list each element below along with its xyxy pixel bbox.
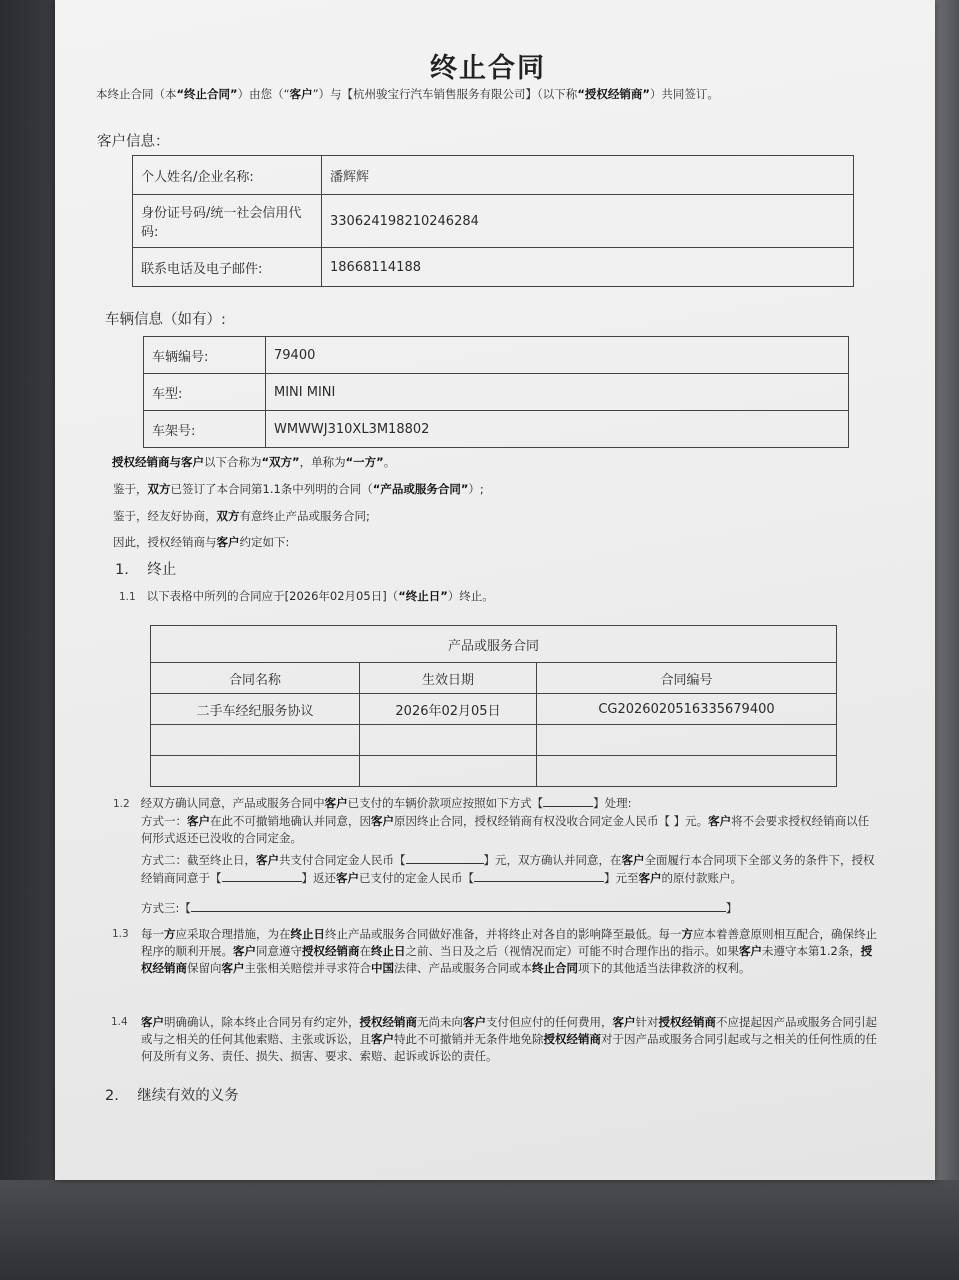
vehicle-model-label: 车型: — [144, 374, 266, 411]
table-row — [133, 248, 854, 287]
table-row — [144, 337, 849, 374]
customer-name-label: 个人姓名/企业名称: — [133, 156, 322, 195]
cell-empty — [537, 756, 837, 787]
background-desk — [0, 1180, 959, 1280]
vehicle-table — [143, 336, 849, 448]
clause-1-2-line-1: 1.2 经双方确认同意，产品或服务合同中客户已支付的车辆价款项应按照如下方式【 】处理: — [113, 796, 632, 810]
table-row — [151, 725, 837, 756]
vehicle-heading: 车辆信息（如有）: — [105, 312, 226, 328]
table-row — [151, 756, 837, 787]
cell-empty — [537, 725, 837, 756]
cell-contract-name: 二手车经纪服务协议 — [151, 694, 360, 725]
vehicle-number-value: 79400 — [266, 337, 849, 374]
customer-id-label: 身份证号码/统一社会信用代码: — [133, 195, 322, 248]
intro-paragraph: 本终止合同（本“终止合同”）由您（“客户”）与【杭州骏宝行汽车销售服务有限公司】（以下称“授权经销商”）共同签订。 — [96, 87, 719, 101]
clause-1-2-option-1: 方式一：客户在此不可撤销地确认并同意，因客户原因终止合同，授权经销商有权没收合同定金人民币【 】元。客户将不会要求授权经销商以任何形式返还已没收的合同定金。 — [141, 814, 870, 845]
cell-contract-number: CG2026020516335679400 — [537, 694, 837, 725]
product-table — [150, 625, 837, 787]
clause-1-4-number: 1.4 — [111, 1016, 128, 1028]
clause-1-2-option-3: 方式三:【 】 — [141, 901, 738, 915]
clause-1-4: 客户明确确认，除本终止合同另有约定外，授权经销商无尚未向客户支付但应付的任何费用，客户针对授权经销商不应提起因产品或服务合同引起或与之相关的任何其他索赔、主张或诉讼，且客户特此不可撤销并无条件地免除授权经销商对于因产品或服务合同引起或与之相关的任何性质的任何及所有义务、责任、损失、损害、要求、索赔、起诉或诉讼的责任。 — [141, 1015, 877, 1063]
cell-empty — [151, 725, 360, 756]
cell-empty — [360, 725, 537, 756]
header-contract-number: 合同编号 — [537, 663, 837, 694]
customer-name-value: 潘辉辉 — [322, 156, 854, 195]
vehicle-model-value: MINI MINI — [266, 374, 849, 411]
table-row — [133, 195, 854, 248]
customer-phone-label: 联系电话及电子邮件: — [133, 248, 322, 287]
document-title: 终止合同 — [430, 53, 546, 84]
header-effective-date: 生效日期 — [360, 663, 537, 694]
table-row — [151, 626, 837, 663]
recital-2: 鉴于，双方已签订了本合同第1.1条中列明的合同（“产品或服务合同”）; — [113, 482, 484, 496]
table-row — [151, 694, 837, 725]
recital-3: 鉴于，经友好协商，双方有意终止产品或服务合同; — [113, 509, 370, 523]
clause-1-1: 1.1 以下表格中所列的合同应于[2026年02月05日]（“终止日”）终止。 — [119, 589, 494, 603]
table-row — [144, 411, 849, 448]
vehicle-vin-value: WMWWJ310XL3M18802 — [266, 411, 849, 448]
recital-4: 因此，授权经销商与客户约定如下: — [113, 535, 290, 549]
cell-empty — [360, 756, 537, 787]
customer-heading: 客户信息： — [97, 134, 170, 150]
clause-1-2-option-2: 方式二：截至终止日，客户共支付合同定金人民币【 】元，双方确认并同意，在客户全面履行本合同项下全部义务的条件下，授权经销商同意于【 】返还客户已支付的定金人民币【 】元至客户的原付款账户。 — [141, 853, 875, 885]
vehicle-vin-label: 车架号: — [144, 411, 266, 448]
customer-id-value: 330624198210246284 — [322, 195, 854, 248]
table-row — [151, 663, 837, 694]
cell-effective-date: 2026年02月05日 — [360, 694, 537, 725]
product-table-caption: 产品或服务合同 — [151, 626, 837, 663]
clause-1-3: 每一方应采取合理措施，为在终止日终止产品或服务合同做好准备，并将终止对各自的影响降至最低。每一方应本着善意原则相互配合，确保终止程序的顺利开展。客户同意遵守授权经销商在终止日之前、当日及之后（视情况而定）可能不时合理作出的指示。如果客户未遵守本第1.2条，授权经销商保留向客户主张相关赔偿并寻求符合中国法律、产品或服务合同或本终止合同项下的其他适当法律救济的权利。 — [141, 927, 877, 975]
cell-empty — [151, 756, 360, 787]
document-page — [55, 0, 935, 1180]
clause-1-3-number: 1.3 — [112, 928, 129, 940]
header-contract-name: 合同名称 — [151, 663, 360, 694]
section-1-heading: 1. 终止 — [115, 562, 177, 578]
table-row — [144, 374, 849, 411]
vehicle-number-label: 车辆编号: — [144, 337, 266, 374]
customer-phone-value: 18668114188 — [322, 248, 854, 287]
section-2-heading: 2. 继续有效的义务 — [105, 1088, 239, 1104]
recital-1: 授权经销商与客户以下合称为“双方”，单称为“一方”。 — [112, 455, 396, 469]
table-row — [133, 156, 854, 195]
customer-table — [132, 155, 854, 287]
